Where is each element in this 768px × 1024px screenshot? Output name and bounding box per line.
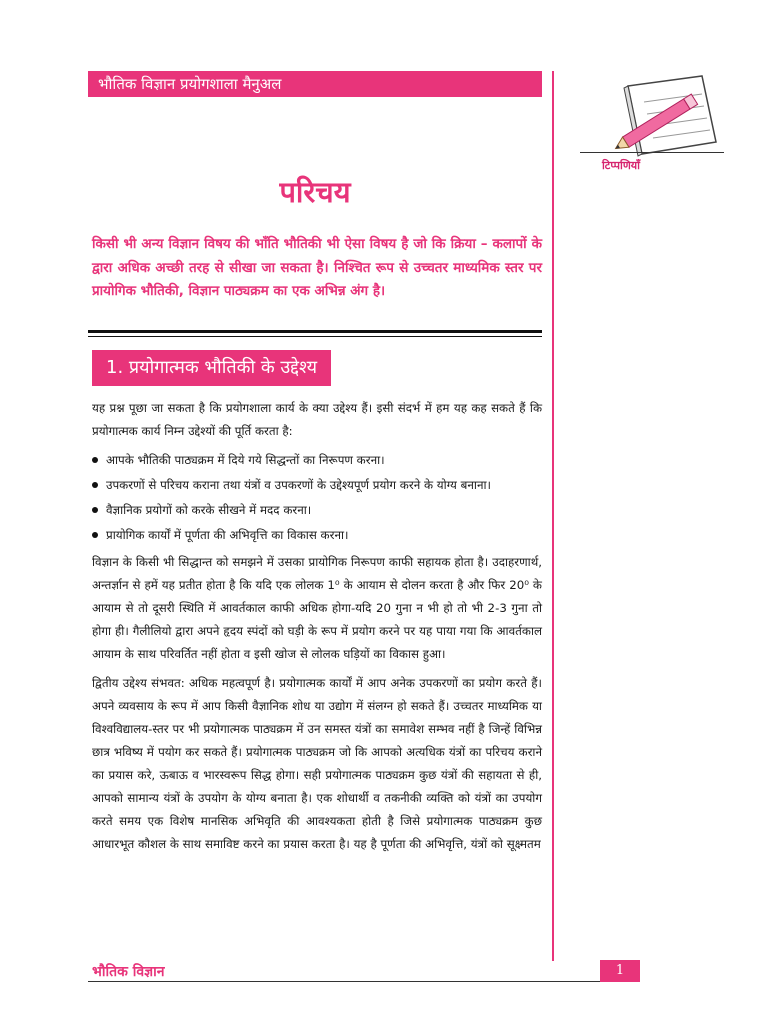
objectives-list	[92, 449, 542, 547]
section-divider-thin	[88, 336, 542, 337]
list-item-text: आपके भौतिकी पाठ्यक्रम में दिये गये सिद्धन्तों का निरूपण करना।	[106, 453, 385, 467]
lead-paragraph: यह प्रश्न पूछा जा सकता है कि प्रयोगशाला कार्य के क्या उद्देश्य हैं। इसी संदर्भ में हम यह कह सकते हैं कि प्रयोगात्मक कार्य निम्न उद्देश्यों की पूर्ति करता है:	[92, 401, 542, 438]
bullet-icon	[92, 532, 98, 538]
bullet-icon	[92, 482, 98, 488]
list-item	[92, 474, 542, 497]
bullet-icon	[92, 507, 98, 513]
page-number: 1	[600, 960, 640, 982]
body-paragraph: द्वितीय उद्देश्य संभवत: अधिक महत्वपूर्ण है। प्रयोगात्मक कार्यों में आप अनेक उपकरणों का प्रयोग करते हैं। अपने व्यवसाय के रूप में आप किसी वैज्ञानिक शोध या उद्योग में संलग्न हो सकते हैं। उच्चतर माध्यमिक या विश्वविद्यालय-स्तर पर भी प्रयोगात्मक पाठ्यक्रम में उन समस्त यंत्रों का समावेश सम्भव नहीं है जिन्हें विभिन्न छात्र भविष्य में पयोग कर सकते हैं। प्रयोगात्मक पाठ्यक्रम जो कि आपको अत्यधिक यंत्रों का परिचय कराने का प्रयास करे, ऊबाऊ व भारस्वरूप सिद्ध होगा। सही प्रयोगात्मक पाठ्यक्रम कुछ यंत्रों की सहायता से ही, आपको सामान्य यंत्रों के उपयोग के योग्य बनाता है। एक शोधार्थी व तकनीकी व्यक्ति को यंत्रों का उपयोग करते समय एक विशेष मानसिक अभिवृति की आवश्यकता होती है जिसे प्रयोगात्मक पाठ्यक्रम कुछ आधारभूत कौशल के साथ समाविष्ट करने का प्रयास करता है। यह है पूर्णता की अभिवृत्ति, यंत्रों को सूक्ष्मतम	[92, 676, 542, 851]
list-item-text: वैज्ञानिक प्रयोगों को करके सीखने में मदद करना।	[106, 503, 312, 517]
list-item	[92, 524, 542, 547]
intro-paragraph: किसी भी अन्य विज्ञान विषय की भाँति भौतिकी भी ऐसा विषय है जो कि क्रिया – कलापों के द्वारा अधिक अच्छी तरह से सीखा जा सकता है। निश्चित रूप से उच्चतर माध्यमिक स्तर पर प्रायोगिक भौतिकी, विज्ञान पाठ्यक्रम का एक अभिन्न अंग है।	[92, 236, 542, 299]
page-title: परिचय	[279, 175, 351, 209]
section-body	[92, 397, 542, 862]
notes-underline	[580, 152, 724, 153]
list-item-text: प्रायोगिक कार्यों में पूर्णता की अभिवृत्ति का विकास करना।	[106, 528, 349, 542]
list-item	[92, 449, 542, 472]
running-header: भौतिक विज्ञान प्रयोगशाला मैनुअल	[88, 71, 542, 97]
section-heading: 1. प्रयोगात्मक भौतिकी के उद्देश्य	[92, 350, 331, 386]
footer-divider	[88, 981, 640, 982]
list-item	[92, 499, 542, 522]
section-divider-thick	[88, 330, 542, 333]
list-item-text: उपकरणों से परिचय कराना तथा यंत्रों व उपकरणों के उद्देश्यपूर्ण प्रयोग करने के योग्य बनाना।	[106, 478, 492, 492]
bullet-icon	[92, 457, 98, 463]
footer-label: भौतिक विज्ञान	[92, 964, 165, 980]
body-paragraph: विज्ञान के किसी भी सिद्धान्त को समझने में उसका प्रायोगिक निरूपण काफी सहायक होता है। उदाहरणार्थ, अन्तर्ज्ञान से हमें यह प्रतीत होता है कि यदि एक लोलक 1⁰ के आयाम से दोलन करता है और फिर 20⁰ के आयाम से तो दूसरी स्थिति में आवर्तकाल काफी अधिक होगा-यदि 20 गुना न भी हो तो भी 2-3 गुना तो होगा ही। गैलीलियो द्वारा अपने हृदय स्पंदों को घड़ी के रूप में प्रयोग करने पर यह पाया गया कि आवर्तकाल आयाम के साथ परिवर्तित नहीं होता व इसी खोज से लोलक घड़ियों का विकास हुआ।	[92, 555, 542, 661]
margin-divider	[552, 71, 554, 961]
notes-label: टिप्पणियाँ	[601, 159, 640, 172]
notebook-pencil-icon	[598, 72, 728, 158]
